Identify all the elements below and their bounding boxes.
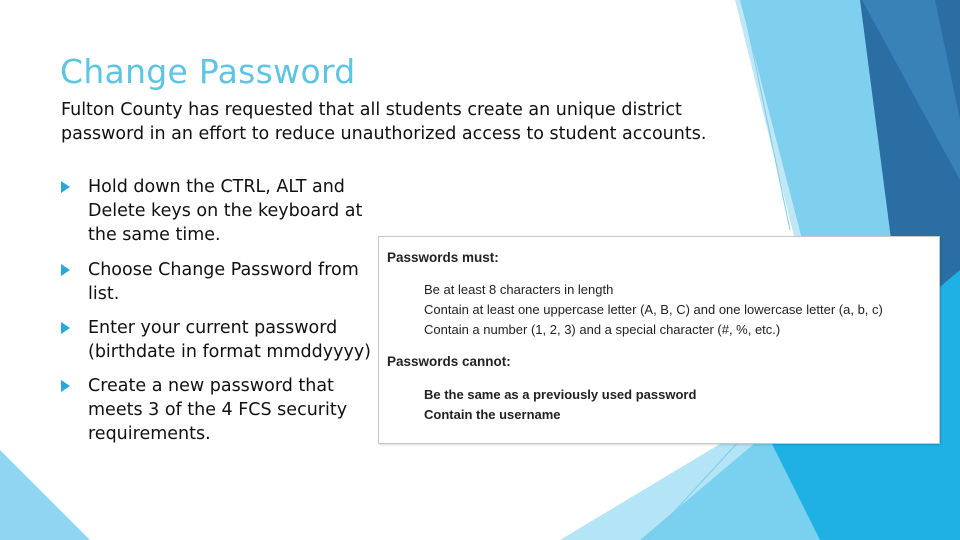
intro-paragraph: Fulton County has requested that all students create an unique district password in an effort to reduce unauthorized access to student accounts. <box>61 100 707 144</box>
list-item-text: Enter your current password (birthdate in format mmddyyyy) <box>88 318 371 362</box>
must-rule: Contain at least one uppercase letter (A, B, C) and one lowercase letter (a, b, c) <box>424 302 883 317</box>
cannot-heading: Passwords cannot: <box>387 354 511 369</box>
slide-title: Change Password <box>60 52 356 91</box>
must-heading: Passwords must: <box>387 250 499 265</box>
deco-shape-bottom-left <box>0 450 90 540</box>
cannot-rule: Contain the username <box>424 407 561 422</box>
arrow-bullet-icon <box>61 264 70 276</box>
must-rule: Contain a number (1, 2, 3) and a special character (#, %, etc.) <box>424 322 781 337</box>
arrow-bullet-icon <box>61 380 70 392</box>
list-item-text: Choose Change Password from list. <box>88 260 359 304</box>
cannot-rule: Be the same as a previously used password <box>424 387 697 402</box>
list-item-text: Create a new password that meets 3 of the 4 FCS security requirements. <box>88 376 348 444</box>
arrow-bullet-icon <box>61 181 70 193</box>
must-rule: Be at least 8 characters in length <box>424 282 614 297</box>
password-requirements-panel <box>378 236 940 444</box>
list-item-text: Hold down the CTRL, ALT and Delete keys on the keyboard at the same time. <box>88 177 363 245</box>
arrow-bullet-icon <box>61 322 70 334</box>
